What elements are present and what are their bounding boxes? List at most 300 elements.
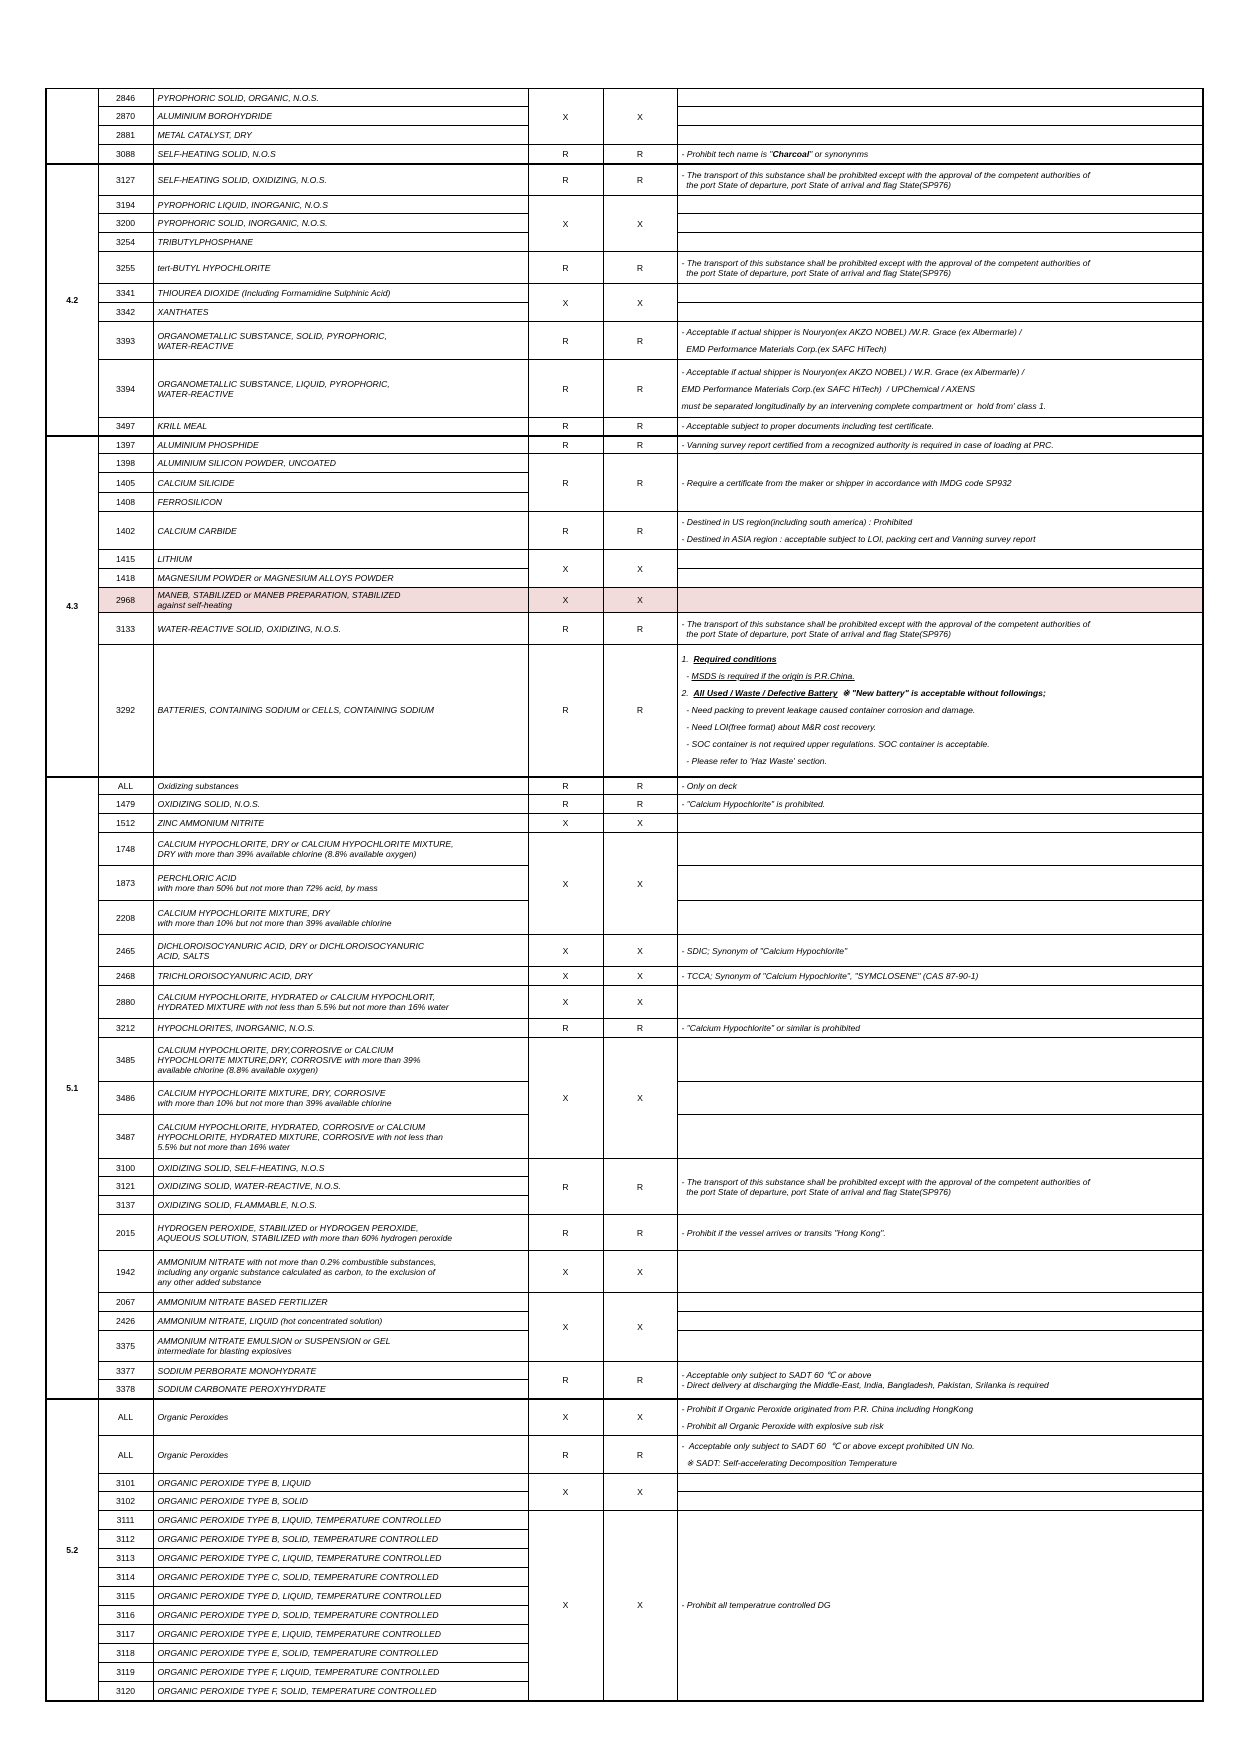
- remarks-text: -: [681, 671, 692, 682]
- proper-shipping-name-cell: [153, 1549, 528, 1568]
- proper-shipping-name-line: ORGANIC PEROXIDE TYPE B, LIQUID, TEMPERATURE CONTROLLED: [157, 1515, 441, 1525]
- remarks-text: - Prohibit all Organic Peroxide with explosive sub risk: [681, 1420, 884, 1431]
- proper-shipping-name-cell: [153, 1436, 528, 1474]
- restriction-code-cell-2: R: [603, 418, 677, 436]
- proper-shipping-name-cell: [153, 126, 528, 145]
- proper-shipping-name-line: OXIDIZING SOLID, WATER-REACTIVE, N.O.S.: [157, 1181, 342, 1191]
- table-row: [46, 935, 1203, 967]
- remarks-text: ※ SADT: Self-accelerating Decomposition Temperature: [681, 1458, 897, 1468]
- remarks-text: - Please refer to 'Haz Waste' section.: [681, 756, 827, 767]
- remarks-line: [682, 946, 1199, 956]
- proper-shipping-name-line: any other added substance: [157, 1276, 262, 1287]
- table-row: [46, 1399, 1203, 1436]
- restriction-code-cell-1: R: [528, 1215, 603, 1251]
- remarks-cell: [677, 164, 1203, 196]
- remarks-line: [682, 671, 1199, 681]
- remarks-text: - The transport of this substance shall be prohibited except with the approval of the competent authorities of: [681, 1176, 1090, 1187]
- restriction-code-cell-2: R: [603, 436, 677, 454]
- restriction-code-cell-1: R: [528, 645, 603, 777]
- remarks-cell: [677, 1511, 1203, 1701]
- remarks-line: [682, 1404, 1199, 1414]
- restriction-code-cell-2: R: [603, 454, 677, 512]
- proper-shipping-name-line: OXIDIZING SOLID, N.O.S.: [157, 799, 261, 809]
- remarks-line: [682, 478, 1199, 488]
- proper-shipping-name-cell: [153, 814, 528, 833]
- proper-shipping-name-line: PERCHLORIC ACID: [157, 873, 237, 883]
- remarks-line: [682, 1458, 1199, 1468]
- proper-shipping-name-line: ALUMINIUM BOROHYDRIDE: [157, 111, 273, 121]
- restriction-code-cell-2: X: [603, 935, 677, 967]
- table-row: [46, 645, 1203, 777]
- proper-shipping-name-line: KRILL MEAL: [157, 421, 208, 432]
- proper-shipping-name-cell: [153, 569, 528, 588]
- un-number-cell: 2015: [98, 1215, 153, 1251]
- table-row: [46, 588, 1203, 613]
- restriction-code-cell-1: R: [528, 512, 603, 550]
- remarks-line: [682, 654, 1199, 664]
- restriction-code-cell-1: R: [528, 613, 603, 645]
- proper-shipping-name-line: with more than 50% but not more than 72% acid, by mass: [157, 883, 378, 893]
- un-number-cell: 1479: [98, 795, 153, 814]
- remarks-text: must be separated longitudinally by an intervening complete compartment or hold from' class 1.: [681, 400, 1047, 411]
- proper-shipping-name-cell: [153, 1644, 528, 1663]
- restriction-code-cell-1: R: [528, 777, 603, 795]
- proper-shipping-name-line: SELF-HEATING SOLID, OXIDIZING, N.O.S.: [157, 174, 327, 185]
- proper-shipping-name-line: ORGANIC PEROXIDE TYPE C, LIQUID, TEMPERATURE CONTROLLED: [157, 1553, 442, 1563]
- restriction-code-cell-1: X: [528, 284, 603, 322]
- proper-shipping-name-line: 5.5% but not more than 16% water: [157, 1141, 290, 1152]
- restriction-code-cell-1: X: [528, 1511, 603, 1701]
- remarks-cell: [677, 418, 1203, 436]
- remarks-line: [682, 327, 1199, 337]
- proper-shipping-name-line: ORGANIC PEROXIDE TYPE B, LIQUID: [157, 1477, 311, 1488]
- proper-shipping-name-cell: [153, 1196, 528, 1215]
- remarks-line: [682, 170, 1199, 180]
- restriction-code-cell-1: R: [528, 1362, 603, 1399]
- table-row: [46, 454, 1203, 473]
- proper-shipping-name-cell: [153, 512, 528, 550]
- remarks-cell: [677, 360, 1203, 418]
- proper-shipping-name-cell: [153, 1399, 528, 1436]
- proper-shipping-name-cell: [153, 1019, 528, 1038]
- restriction-code-cell-2: R: [603, 145, 677, 164]
- proper-shipping-name-line: WATER-REACTIVE SOLID, OXIDIZING, N.O.S.: [157, 623, 342, 634]
- un-number-cell: 1415: [98, 550, 153, 569]
- restriction-code-cell-1: X: [528, 1251, 603, 1293]
- remarks-cell: [677, 1331, 1203, 1362]
- restriction-code-cell-1: X: [528, 89, 603, 145]
- table-row: [46, 252, 1203, 284]
- remarks-line: [682, 1177, 1199, 1187]
- remarks-line: [682, 268, 1199, 278]
- proper-shipping-name-line: CALCIUM HYPOCHLORITE, DRY or CALCIUM HYPOCHLORITE MIXTURE,: [157, 839, 454, 849]
- proper-shipping-name-cell: [153, 935, 528, 967]
- remarks-cell: [677, 322, 1203, 360]
- un-number-cell: 3115: [98, 1587, 153, 1606]
- un-number-cell: 3127: [98, 164, 153, 196]
- proper-shipping-name-line: CALCIUM HYPOCHLORITE, HYDRATED or CALCIUM HYPOCHLORIT,: [157, 992, 435, 1002]
- remarks-text: the port State of departure, port State of arrival and flag State(SP976): [681, 179, 951, 190]
- restriction-code-cell-2: R: [603, 1436, 677, 1474]
- proper-shipping-name-line: CALCIUM CARBIDE: [157, 525, 237, 536]
- remarks-cell: [677, 436, 1203, 454]
- proper-shipping-name-line: AMMONIUM NITRATE EMULSION or SUSPENSION or GEL: [157, 1336, 391, 1346]
- proper-shipping-name-line: tert-BUTYL HYPOCHLORITE: [157, 262, 271, 273]
- remarks-cell: [677, 1251, 1203, 1293]
- remarks-cell: [677, 1474, 1203, 1492]
- remarks-line: [682, 180, 1199, 190]
- restriction-code-cell-1: R: [528, 145, 603, 164]
- remarks-text: - TCCA; Synonym of "Calcium Hypochlorite", "SYMCLOSENE" (CAS 87-90-1): [681, 971, 979, 981]
- un-number-cell: 1405: [98, 473, 153, 493]
- proper-shipping-name-line: MAGNESIUM POWDER or MAGNESIUM ALLOYS POWDER: [157, 573, 394, 583]
- restriction-code-cell-2: R: [603, 1159, 677, 1215]
- table-row: [46, 1251, 1203, 1293]
- remarks-text: " or synonynms: [809, 148, 869, 159]
- remarks-line: [682, 688, 1199, 698]
- dg-restriction-sheet: [45, 88, 1202, 1702]
- un-number-cell: 3255: [98, 252, 153, 284]
- table-row: [46, 550, 1203, 569]
- un-number-cell: 1512: [98, 814, 153, 833]
- proper-shipping-name-cell: [153, 454, 528, 473]
- proper-shipping-name-line: TRICHLOROISOCYANURIC ACID, DRY: [157, 971, 313, 981]
- un-number-cell: 3114: [98, 1568, 153, 1587]
- restriction-code-cell-2: X: [603, 1474, 677, 1511]
- remarks-line: [682, 971, 1199, 981]
- proper-shipping-name-cell: [153, 1511, 528, 1530]
- proper-shipping-name-line: FERROSILICON: [157, 497, 222, 507]
- remarks-cell: [677, 1399, 1203, 1436]
- hazard-class-cell: 4.3: [46, 436, 98, 777]
- remarks-text: - The transport of this substance shall be prohibited except with the approval of the competent authorities of: [681, 257, 1090, 268]
- restriction-code-cell-2: R: [603, 252, 677, 284]
- proper-shipping-name-cell: [153, 1115, 528, 1159]
- remarks-line: [682, 739, 1199, 749]
- remarks-cell: [677, 550, 1203, 569]
- proper-shipping-name-line: ORGANIC PEROXIDE TYPE F, SOLID, TEMPERATURE CONTROLLED: [157, 1685, 437, 1696]
- table-row: [46, 986, 1203, 1019]
- un-number-cell: 3101: [98, 1474, 153, 1492]
- proper-shipping-name-line: AQUEOUS SOLUTION, STABILIZED with more than 60% hydrogen peroxide: [157, 1232, 453, 1243]
- proper-shipping-name-cell: [153, 866, 528, 901]
- proper-shipping-name-cell: [153, 588, 528, 613]
- proper-shipping-name-cell: [153, 360, 528, 418]
- remarks-text: All Used / Waste / Defective Battery: [693, 688, 838, 699]
- un-number-cell: 3137: [98, 1196, 153, 1215]
- remarks-text: the port State of departure, port State of arrival and flag State(SP976): [681, 267, 951, 278]
- remarks-cell: [677, 1312, 1203, 1331]
- remarks-text: 1.: [681, 654, 694, 665]
- remarks-text: - Acceptable subject to proper documents including test certificate.: [681, 421, 934, 432]
- un-number-cell: 3102: [98, 1492, 153, 1511]
- remarks-cell: [677, 512, 1203, 550]
- proper-shipping-name-line: ORGANOMETALLIC SUBSTANCE, LIQUID, PYROPHORIC,: [157, 378, 390, 389]
- table-row: [46, 613, 1203, 645]
- remarks-text: - Prohibit tech name is ": [681, 148, 773, 159]
- remarks-text: - Acceptable if actual shipper is Nouryon(ex AKZO NOBEL) / W.R. Grace (ex Albermarle) /: [681, 366, 1025, 377]
- remarks-line: [682, 401, 1199, 411]
- un-number-cell: 3497: [98, 418, 153, 436]
- remarks-text: - Acceptable if actual shipper is Nouryon(ex AKZO NOBEL) /W.R. Grace (ex Albermarle) /: [681, 327, 1022, 337]
- restriction-code-cell-1: X: [528, 550, 603, 588]
- remarks-line: [682, 1441, 1199, 1451]
- proper-shipping-name-cell: [153, 145, 528, 164]
- proper-shipping-name-cell: [153, 1251, 528, 1293]
- remarks-text: MSDS is required if the origin is P.R.China.: [691, 671, 855, 682]
- un-number-cell: 3111: [98, 1511, 153, 1530]
- remarks-line: [682, 421, 1199, 431]
- restriction-code-cell-2: R: [603, 360, 677, 418]
- remarks-text: the port State of departure, port State of arrival and flag State(SP976): [681, 628, 951, 639]
- un-number-cell: 2968: [98, 588, 153, 613]
- un-number-cell: 3133: [98, 613, 153, 645]
- un-number-cell: 3375: [98, 1331, 153, 1362]
- proper-shipping-name-cell: [153, 1625, 528, 1644]
- proper-shipping-name-cell: [153, 1587, 528, 1606]
- proper-shipping-name-cell: [153, 284, 528, 303]
- restriction-code-cell-1: R: [528, 418, 603, 436]
- restriction-code-cell-2: R: [603, 1215, 677, 1251]
- restriction-code-cell-2: R: [603, 1019, 677, 1038]
- proper-shipping-name-cell: [153, 1492, 528, 1511]
- proper-shipping-name-line: CALCIUM HYPOCHLORITE, DRY,CORROSIVE or CALCIUM: [157, 1044, 394, 1055]
- remarks-cell: [677, 569, 1203, 588]
- proper-shipping-name-cell: [153, 967, 528, 986]
- un-number-cell: 3200: [98, 214, 153, 233]
- restriction-code-cell-1: R: [528, 436, 603, 454]
- remarks-cell: [677, 1019, 1203, 1038]
- restriction-code-cell-2: R: [603, 777, 677, 795]
- un-number-cell: 2067: [98, 1293, 153, 1312]
- proper-shipping-name-cell: [153, 986, 528, 1019]
- remarks-cell: [677, 1293, 1203, 1312]
- remarks-text: - "Calcium Hypochlorite" is prohibited.: [681, 799, 826, 809]
- proper-shipping-name-line: ORGANIC PEROXIDE TYPE B, SOLID: [157, 1496, 308, 1506]
- restriction-code-cell-2: R: [603, 795, 677, 814]
- un-number-cell: 3292: [98, 645, 153, 777]
- table-row: [46, 1293, 1203, 1312]
- proper-shipping-name-line: HYDROGEN PEROXIDE, STABILIZED or HYDROGEN PEROXIDE,: [157, 1222, 419, 1233]
- remarks-cell: [677, 252, 1203, 284]
- un-number-cell: 3394: [98, 360, 153, 418]
- proper-shipping-name-line: with more than 10% but not more than 39% available chlorine: [157, 917, 392, 928]
- proper-shipping-name-cell: [153, 303, 528, 322]
- proper-shipping-name-line: ZINC AMMONIUM NITRITE: [157, 818, 265, 828]
- remarks-cell: [677, 1215, 1203, 1251]
- restriction-code-cell-1: R: [528, 322, 603, 360]
- un-number-cell: 3393: [98, 322, 153, 360]
- un-number-cell: 3088: [98, 145, 153, 164]
- un-number-cell: 1873: [98, 866, 153, 901]
- remarks-cell: [677, 303, 1203, 322]
- un-number-cell: 2880: [98, 986, 153, 1019]
- restriction-code-cell-2: R: [603, 322, 677, 360]
- proper-shipping-name-line: DRY with more than 39% available chlorine (8.8% available oxygen): [157, 849, 417, 859]
- proper-shipping-name-line: CALCIUM HYPOCHLORITE, HYDRATED, CORROSIVE or CALCIUM: [157, 1121, 426, 1132]
- proper-shipping-name-cell: [153, 1362, 528, 1380]
- un-number-cell: 1418: [98, 569, 153, 588]
- restriction-code-cell-1: R: [528, 164, 603, 196]
- restriction-code-cell-1: X: [528, 833, 603, 935]
- un-number-cell: 3113: [98, 1549, 153, 1568]
- proper-shipping-name-line: WATER-REACTIVE: [157, 340, 234, 351]
- un-number-cell: 3212: [98, 1019, 153, 1038]
- un-number-cell: 3487: [98, 1115, 153, 1159]
- proper-shipping-name-cell: [153, 613, 528, 645]
- remarks-line: [682, 440, 1199, 450]
- proper-shipping-name-line: SELF-HEATING SOLID, N.O.S: [157, 148, 276, 159]
- hazard-class-cell: 5.1: [46, 777, 98, 1399]
- remarks-line: [682, 1370, 1199, 1380]
- proper-shipping-name-cell: [153, 1474, 528, 1492]
- un-number-cell: 3118: [98, 1644, 153, 1663]
- proper-shipping-name-cell: [153, 833, 528, 866]
- table-row: [46, 1019, 1203, 1038]
- restriction-code-cell-2: R: [603, 613, 677, 645]
- restriction-code-cell-2: X: [603, 986, 677, 1019]
- proper-shipping-name-line: TRIBUTYLPHOSPHANE: [157, 237, 254, 247]
- restriction-code-cell-2: X: [603, 1511, 677, 1701]
- table-row: [46, 196, 1203, 214]
- remarks-line: [682, 1421, 1199, 1431]
- un-number-cell: 3120: [98, 1682, 153, 1701]
- proper-shipping-name-cell: [153, 493, 528, 512]
- un-number-cell: 3377: [98, 1362, 153, 1380]
- table-row: [46, 1511, 1203, 1530]
- restriction-code-cell-1: R: [528, 252, 603, 284]
- proper-shipping-name-cell: [153, 1606, 528, 1625]
- restriction-code-cell-2: R: [603, 645, 677, 777]
- restriction-code-cell-1: X: [528, 814, 603, 833]
- un-number-cell: ALL: [98, 1436, 153, 1474]
- proper-shipping-name-line: against self-heating: [157, 600, 233, 610]
- hazard-class-cell: [46, 89, 98, 164]
- remarks-cell: [677, 967, 1203, 986]
- remarks-cell: [677, 814, 1203, 833]
- remarks-line: [682, 1380, 1199, 1390]
- restriction-code-cell-1: X: [528, 967, 603, 986]
- remarks-cell: [677, 196, 1203, 214]
- proper-shipping-name-cell: [153, 164, 528, 196]
- table-row: [46, 145, 1203, 164]
- table-row: [46, 360, 1203, 418]
- table-row: [46, 795, 1203, 814]
- restriction-code-cell-1: R: [528, 360, 603, 418]
- proper-shipping-name-line: ORGANIC PEROXIDE TYPE E, LIQUID, TEMPERATURE CONTROLLED: [157, 1629, 441, 1639]
- proper-shipping-name-line: ORGANIC PEROXIDE TYPE E, SOLID, TEMPERATURE CONTROLLED: [157, 1648, 439, 1658]
- proper-shipping-name-cell: [153, 107, 528, 126]
- proper-shipping-name-cell: [153, 777, 528, 795]
- un-number-cell: 3117: [98, 1625, 153, 1644]
- proper-shipping-name-line: ORGANIC PEROXIDE TYPE D, LIQUID, TEMPERATURE CONTROLLED: [157, 1591, 442, 1601]
- proper-shipping-name-cell: [153, 645, 528, 777]
- proper-shipping-name-line: METAL CATALYST, DRY: [157, 130, 252, 140]
- un-number-cell: 3112: [98, 1530, 153, 1549]
- proper-shipping-name-cell: [153, 214, 528, 233]
- remarks-cell: [677, 866, 1203, 901]
- remarks-text: the port State of departure, port State of arrival and flag State(SP976): [681, 1186, 951, 1197]
- proper-shipping-name-line: Organic Peroxides: [157, 1449, 229, 1460]
- un-number-cell: 2870: [98, 107, 153, 126]
- remarks-text: - "Calcium Hypochlorite" or similar is prohibited: [681, 1023, 861, 1033]
- restriction-code-cell-1: X: [528, 1293, 603, 1362]
- proper-shipping-name-line: Oxidizing substances: [157, 780, 239, 791]
- remarks-cell: [677, 233, 1203, 252]
- remarks-text: - Vanning survey report certified from a recognized authority is required in case of loading at PRC.: [681, 439, 1054, 450]
- table-row: [46, 284, 1203, 303]
- proper-shipping-name-cell: [153, 89, 528, 107]
- remarks-line: [682, 534, 1199, 544]
- remarks-text: - SDIC; Synonym of "Calcium Hypochlorite": [681, 945, 848, 956]
- proper-shipping-name-cell: [153, 1331, 528, 1362]
- table-row: [46, 1215, 1203, 1251]
- proper-shipping-name-line: XANTHATES: [157, 307, 209, 317]
- remarks-cell: [677, 901, 1203, 935]
- remarks-text: - Acceptable only subject to SADT 60 ℃ or above: [681, 1369, 872, 1380]
- remarks-line: [682, 384, 1199, 394]
- remarks-cell: [677, 1038, 1203, 1082]
- proper-shipping-name-line: including any organic substance calculated as carbon, to the exclusion of: [157, 1266, 436, 1277]
- remarks-text: ※ "New battery" is acceptable without followings;: [837, 688, 1046, 699]
- un-number-cell: 2426: [98, 1312, 153, 1331]
- restriction-code-cell-2: X: [603, 1251, 677, 1293]
- remarks-text: - Acceptable only subject to SADT 60 ℃ or above except prohibited UN No.: [681, 1441, 975, 1451]
- remarks-cell: [677, 1115, 1203, 1159]
- restriction-code-cell-1: R: [528, 1436, 603, 1474]
- un-number-cell: 3116: [98, 1606, 153, 1625]
- proper-shipping-name-cell: [153, 252, 528, 284]
- table-row: [46, 1362, 1203, 1380]
- proper-shipping-name-line: CALCIUM SILICIDE: [157, 477, 235, 488]
- un-number-cell: 2846: [98, 89, 153, 107]
- proper-shipping-name-line: ALUMINIUM PHOSPHIDE: [157, 439, 259, 450]
- proper-shipping-name-cell: [153, 233, 528, 252]
- un-number-cell: 3342: [98, 303, 153, 322]
- remarks-line: [682, 1228, 1199, 1238]
- remarks-cell: [677, 588, 1203, 613]
- remarks-line: [682, 1023, 1199, 1033]
- remarks-cell: [677, 1436, 1203, 1474]
- remarks-cell: [677, 795, 1203, 814]
- proper-shipping-name-cell: [153, 1568, 528, 1587]
- remarks-cell: [677, 89, 1203, 107]
- proper-shipping-name-cell: [153, 1530, 528, 1549]
- restriction-code-cell-1: R: [528, 1159, 603, 1215]
- proper-shipping-name-line: HYPOCHLORITE, HYDRATED MIXTURE, CORROSIVE with not less than: [157, 1131, 443, 1142]
- restriction-code-cell-2: X: [603, 1038, 677, 1159]
- un-number-cell: 3254: [98, 233, 153, 252]
- proper-shipping-name-line: OXIDIZING SOLID, FLAMMABLE, N.O.S.: [157, 1200, 317, 1210]
- restriction-code-cell-2: X: [603, 833, 677, 935]
- proper-shipping-name-line: DICHLOROISOCYANURIC ACID, DRY or DICHLOROISOCYANURIC: [157, 940, 425, 951]
- restriction-code-cell-2: X: [603, 588, 677, 613]
- table-row: [46, 814, 1203, 833]
- remarks-line: [682, 705, 1199, 715]
- table-row: [46, 1159, 1203, 1177]
- table-row: [46, 1038, 1203, 1082]
- table-row: [46, 833, 1203, 866]
- remarks-text: - Destined in ASIA region : acceptable subject to LOI, packing cert and Vanning survey report: [681, 534, 1036, 544]
- table-row: [46, 512, 1203, 550]
- remarks-line: [682, 1600, 1199, 1610]
- remarks-cell: [677, 777, 1203, 795]
- remarks-text: - Destined in US region(including south america) : Prohibited: [681, 517, 913, 527]
- un-number-cell: ALL: [98, 1399, 153, 1436]
- proper-shipping-name-cell: [153, 196, 528, 214]
- table-row: [46, 164, 1203, 196]
- remarks-line: [682, 149, 1199, 159]
